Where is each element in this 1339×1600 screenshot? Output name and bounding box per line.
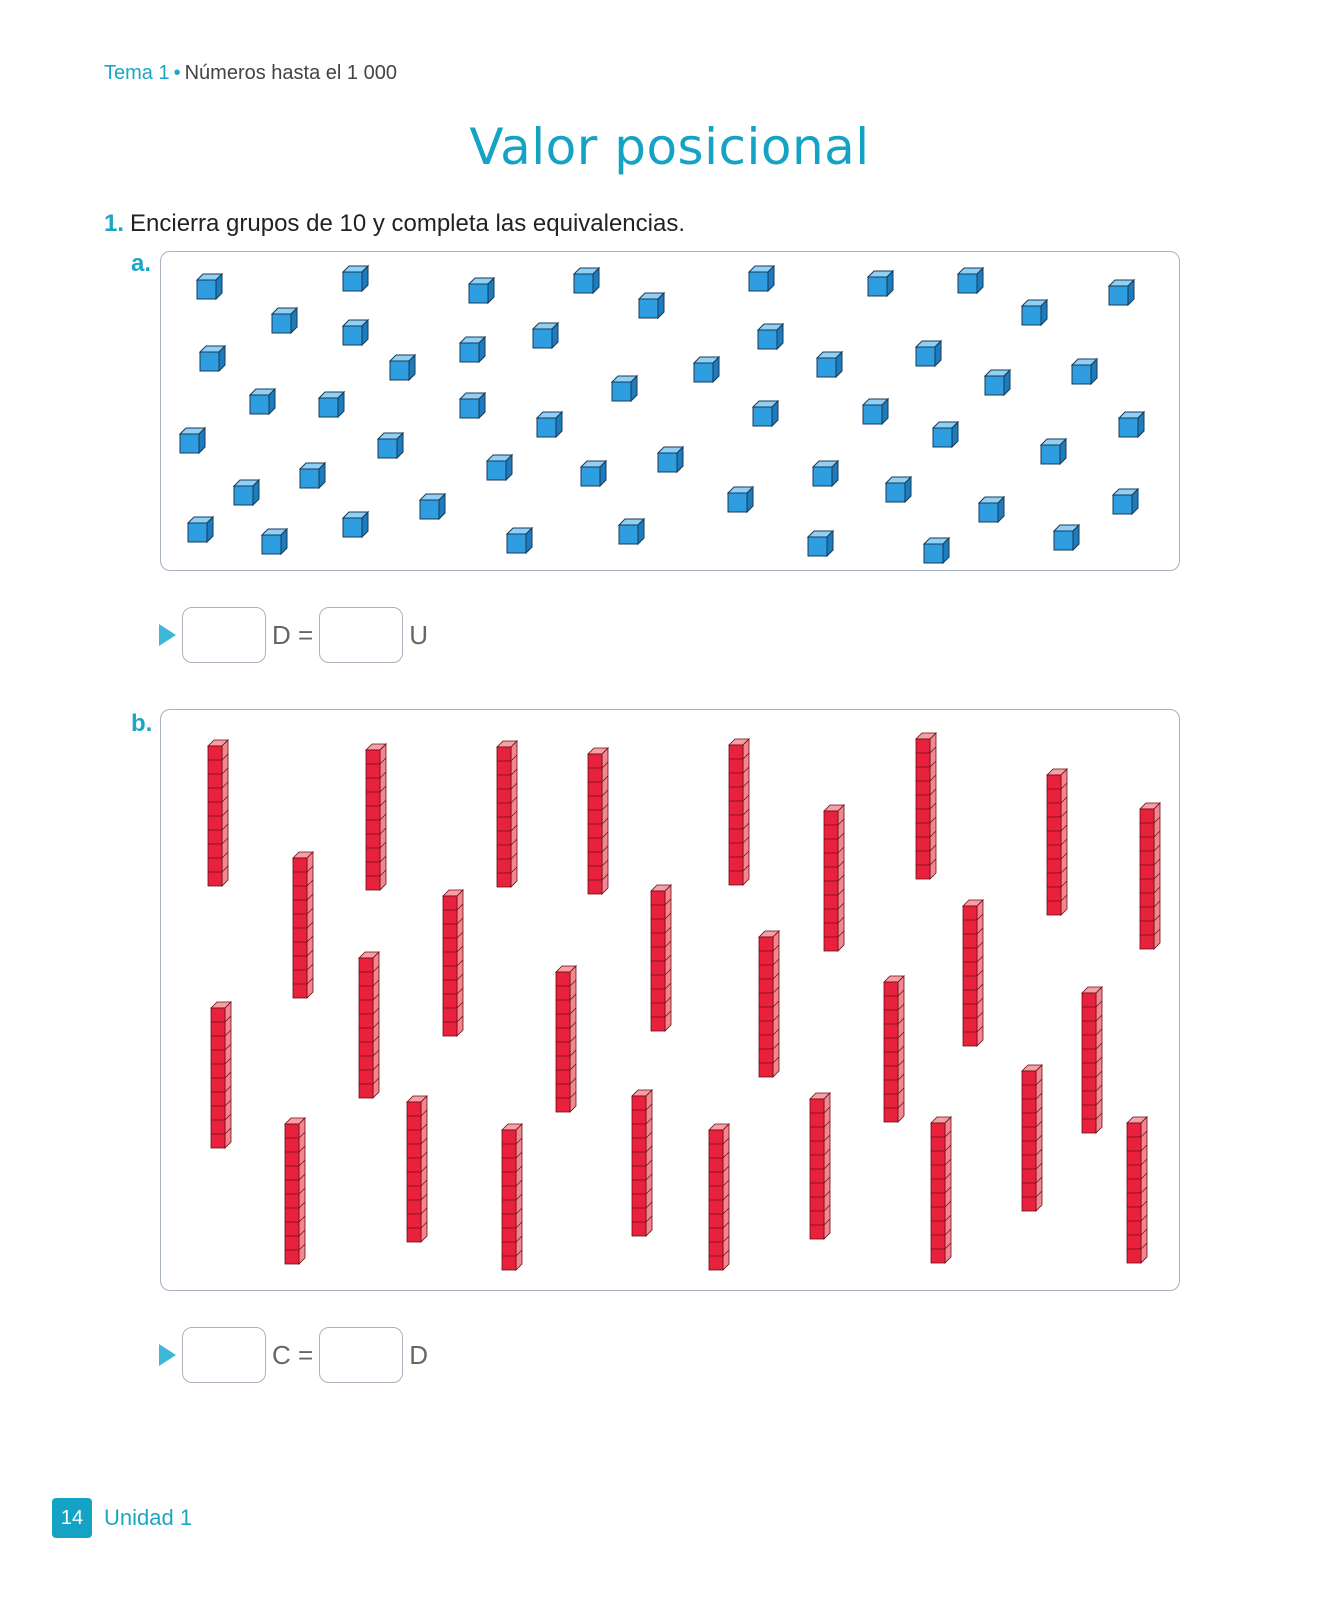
unit-cube-icon	[574, 268, 599, 293]
unit-cube-icon	[319, 392, 344, 417]
unit-cube-icon	[694, 357, 719, 382]
ten-rod-icon	[443, 890, 463, 1036]
ten-rod-icon	[211, 1002, 231, 1148]
unit-cube-icon	[1041, 439, 1066, 464]
unit-cube-icon	[808, 531, 833, 556]
arrow-bullet-icon	[159, 624, 176, 646]
unit-cube-icon	[933, 422, 958, 447]
unit-cube-icon	[537, 412, 562, 437]
equation-b	[159, 1327, 434, 1383]
tens-answer-box-b[interactable]	[319, 1327, 403, 1383]
page-footer	[52, 1498, 192, 1538]
unit-cube-icon	[758, 324, 783, 349]
unit-cube-icon	[813, 461, 838, 486]
ten-rod-icon	[916, 733, 936, 879]
unit-cube-icon	[533, 323, 558, 348]
ten-rod-icon	[208, 740, 228, 886]
ten-rod-icon	[1082, 987, 1102, 1133]
instruction-text: Encierra grupos de 10 y completa las equivalencias.	[130, 210, 685, 237]
unit-cube-icon	[1054, 525, 1079, 550]
ten-rod-icon	[824, 805, 844, 951]
unit-cube-icon	[343, 512, 368, 537]
ten-rod-icon	[632, 1090, 652, 1236]
unit-cube-icon	[300, 463, 325, 488]
unit-cube-icon	[924, 538, 949, 563]
ten-rod-icon	[1127, 1117, 1147, 1263]
ten-rod-icon	[502, 1124, 522, 1270]
unit-cube-icon	[749, 266, 774, 291]
ten-rod-icon	[759, 931, 779, 1077]
tens-unit-label: D =	[272, 619, 314, 650]
hundreds-unit-label: C =	[272, 1339, 314, 1370]
ten-rod-icon	[1047, 769, 1067, 915]
unit-cube-icon	[250, 389, 275, 414]
unit-cube-icon	[979, 497, 1004, 522]
unit-cube-icon	[197, 274, 222, 299]
unit-cube-icon	[1022, 300, 1047, 325]
hundreds-answer-box[interactable]	[182, 1327, 266, 1383]
ten-rod-icon	[556, 966, 576, 1112]
ten-rod-icon	[293, 852, 313, 998]
unit-cube-icon	[581, 461, 606, 486]
units-answer-box[interactable]	[319, 607, 403, 663]
unit-cube-icon	[200, 346, 225, 371]
unit-cube-icon	[507, 528, 532, 553]
unit-cube-icon	[728, 487, 753, 512]
unit-cube-icon	[390, 355, 415, 380]
unit-cube-icon	[985, 370, 1010, 395]
unit-label: Unidad 1	[104, 1505, 193, 1530]
tens-answer-box[interactable]	[182, 607, 266, 663]
unit-cube-icon	[639, 293, 664, 318]
unit-cube-icon	[619, 519, 644, 544]
ten-rod-icon	[366, 744, 386, 890]
arrow-bullet-icon	[159, 1344, 176, 1366]
equation-a	[159, 607, 434, 663]
unit-cube-icon	[817, 352, 842, 377]
unit-cube-icon	[1109, 280, 1134, 305]
part-b-label: b.	[131, 710, 153, 737]
unit-cube-icon	[863, 399, 888, 424]
ten-rod-icon	[285, 1118, 305, 1264]
ten-rod-icon	[931, 1117, 951, 1263]
unit-cube-icon	[272, 308, 297, 333]
unit-cube-icon	[343, 320, 368, 345]
ten-rod-icon	[709, 1124, 729, 1270]
unit-cube-icon	[753, 401, 778, 426]
ten-rod-icon	[588, 748, 608, 894]
page-number: 14	[52, 1498, 92, 1538]
topic-header	[104, 62, 397, 85]
units-unit-label: U	[409, 619, 428, 650]
unit-cube-icon	[460, 393, 485, 418]
ten-rod-icon	[359, 952, 379, 1098]
unit-cube-icon	[886, 477, 911, 502]
unit-cube-icon	[958, 268, 983, 293]
unit-cube-icon	[180, 428, 205, 453]
topic-name: Números hasta el 1 000	[184, 62, 397, 84]
ten-rod-icon	[729, 739, 749, 885]
ten-rod-icon	[1022, 1065, 1042, 1211]
unit-cube-icon	[188, 517, 213, 542]
ten-rod-icon	[1140, 803, 1160, 949]
part-a-label: a.	[131, 250, 152, 277]
topic-separator: •	[173, 62, 181, 84]
unit-cube-icon	[1113, 489, 1138, 514]
unit-cube-icon	[234, 480, 259, 505]
unit-cube-icon	[487, 455, 512, 480]
ten-rods-illustration	[161, 710, 1179, 1290]
cubes-panel	[160, 251, 1180, 571]
tens-unit-label-b: D	[409, 1339, 428, 1370]
rods-panel	[160, 709, 1180, 1291]
unit-cube-icon	[1072, 359, 1097, 384]
unit-cube-icon	[1119, 412, 1144, 437]
exercise-number: 1.	[104, 210, 125, 237]
unit-cubes-illustration	[161, 252, 1179, 570]
unit-cube-icon	[420, 494, 445, 519]
topic-label: Tema 1	[104, 62, 170, 84]
unit-cube-icon	[658, 447, 683, 472]
unit-cube-icon	[868, 271, 893, 296]
ten-rod-icon	[497, 741, 517, 887]
unit-cube-icon	[916, 341, 941, 366]
ten-rod-icon	[963, 900, 983, 1046]
unit-cube-icon	[612, 376, 637, 401]
ten-rod-icon	[407, 1096, 427, 1242]
ten-rod-icon	[884, 976, 904, 1122]
ten-rod-icon	[810, 1093, 830, 1239]
unit-cube-icon	[460, 337, 485, 362]
ten-rod-icon	[651, 885, 671, 1031]
unit-cube-icon	[343, 266, 368, 291]
unit-cube-icon	[469, 278, 494, 303]
exercise-instruction	[104, 210, 685, 238]
page-title: Valor posicional	[469, 118, 870, 176]
unit-cube-icon	[262, 529, 287, 554]
unit-cube-icon	[378, 433, 403, 458]
